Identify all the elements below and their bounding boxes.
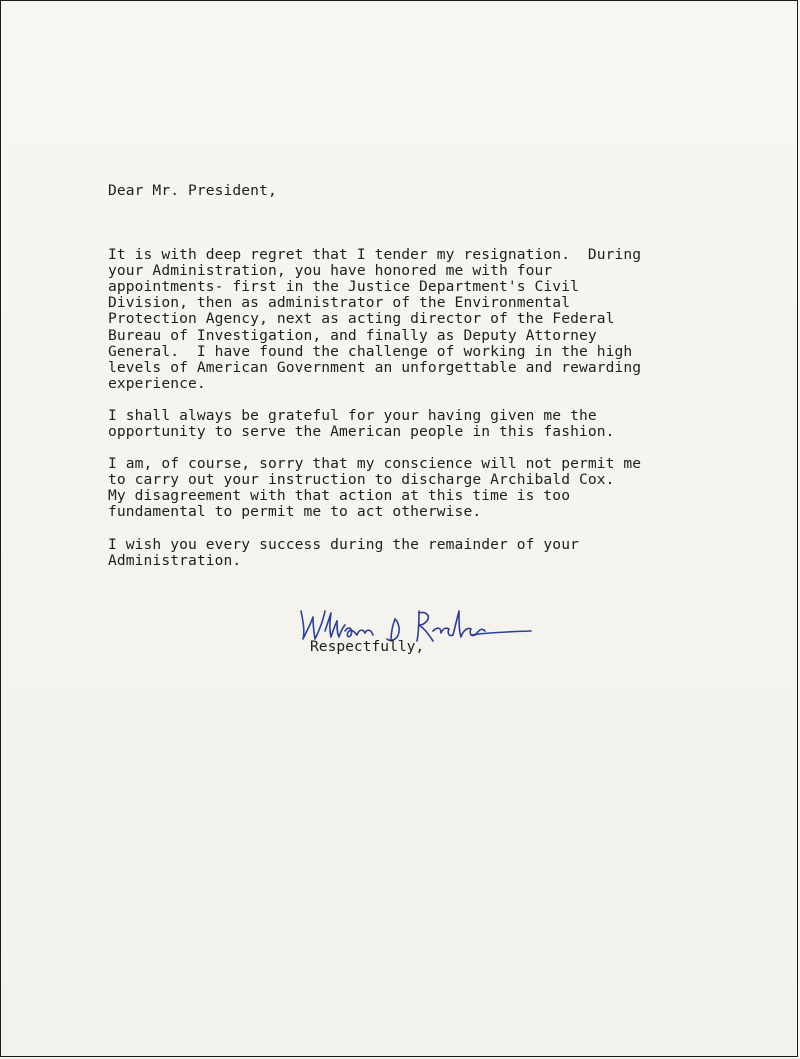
closing: Respectfully, <box>310 638 425 655</box>
text-line: I wish you every success during the remainder of your <box>108 535 579 553</box>
paragraph-1 <box>108 247 708 392</box>
text-line: Protection Agency, next as acting director of the Federal <box>108 310 615 328</box>
paragraph-4 <box>108 537 708 569</box>
text-line: Administration. <box>108 551 242 569</box>
text-line: I shall always be grateful for your having given me the <box>108 406 597 424</box>
paragraph-2 <box>108 408 708 440</box>
text-line: Division, then as administrator of the Environmental <box>108 294 571 312</box>
text-line: appointments- first in the Justice Department's Civil <box>108 278 579 296</box>
text-line: experience. <box>108 374 206 392</box>
text-line: to carry out your instruction to discharge Archibald Cox. <box>108 471 615 489</box>
salutation: Dear Mr. President, <box>108 182 277 199</box>
text-line: your Administration, you have honored me with four <box>108 262 553 280</box>
text-line: My disagreement with that action at this time is too <box>108 487 571 505</box>
text-line: fundamental to permit me to act otherwise. <box>108 503 482 521</box>
text-line: levels of American Government an unforgettable and rewarding <box>108 358 642 376</box>
letter-body <box>108 183 708 585</box>
text-line: It is with deep regret that I tender my resignation. During <box>108 246 642 264</box>
text-line: General. I have found the challenge of working in the high <box>108 342 633 360</box>
text-line: I am, of course, sorry that my conscience will not permit me <box>108 455 642 473</box>
text-line: opportunity to serve the American people in this fashion. <box>108 423 615 441</box>
paragraph-3 <box>108 456 708 520</box>
text-line: Bureau of Investigation, and finally as Deputy Attorney <box>108 326 597 344</box>
